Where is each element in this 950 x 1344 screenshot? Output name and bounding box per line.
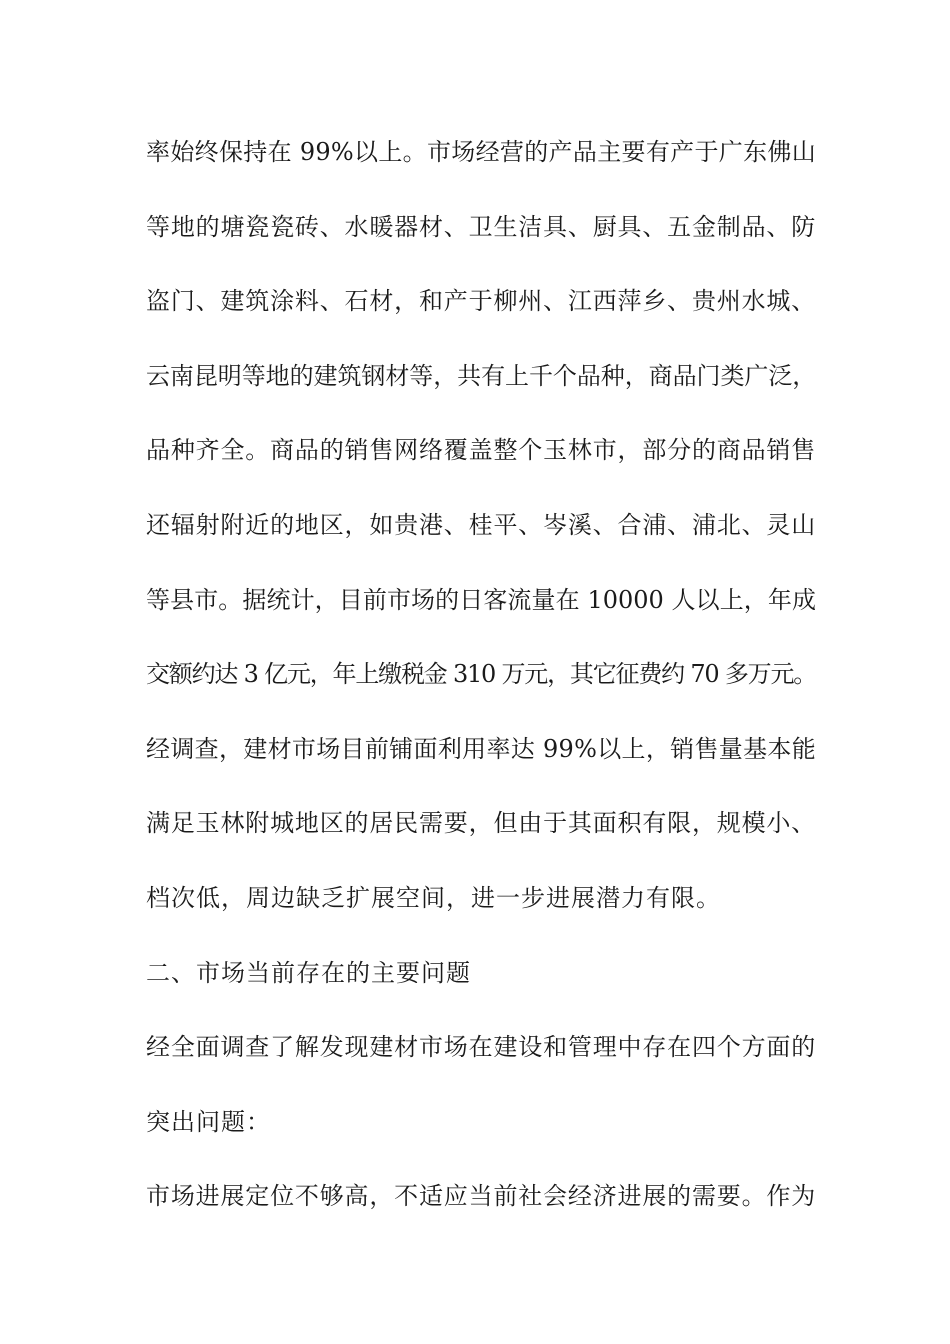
text-line-9: 经调查，建材市场目前铺面利用率达 99%以上，销售量基本能 [146,734,816,763]
text-line-3: 盗门、建筑涂料、石材，和产于柳州、江西萍乡、贵州水城、 [146,287,816,316]
text-line-15: 市场进展定位不够高，不适应当前社会经济进展的需要。作为 [146,1182,816,1211]
text-line-11: 档次低，周边缺乏扩展空间，进一步进展潜力有限。 [146,883,721,912]
text-line-2: 等地的塘瓷瓷砖、水暖器材、卫生洁具、厨具、五金制品、防 [146,212,816,241]
body-text [146,130,816,1249]
text-line-5: 品种齐全。商品的销售网络覆盖整个玉林市，部分的商品销售 [146,436,816,465]
text-line-1: 率始终保持在 99%以上。市场经营的产品主要有产于广东佛山 [146,138,816,166]
text-line-6: 还辐射附近的地区，如贵港、桂平、岑溪、合浦、浦北、灵山 [146,510,816,539]
text-line-7: 等县市。据统计，目前市场的日客流量在 10000 人以上，年成 [146,585,816,614]
section-heading: 二、市场当前存在的主要问题 [146,958,471,987]
text-line-13: 经全面调查了解发现建材市场在建设和管理中存在四个方面的 [146,1033,816,1062]
text-line-10: 满足玉林附城地区的居民需要，但由于其面积有限，规模小、 [146,809,816,838]
text-line-4: 云南昆明等地的建筑钢材等，共有上千个品种，商品门类广泛， [146,361,816,390]
text-line-8: 交额约达 3 亿元，年上缴税金 310 万元，其它征费约 70 多万元。 [146,660,816,689]
text-line-14: 突出问题： [146,1107,271,1136]
